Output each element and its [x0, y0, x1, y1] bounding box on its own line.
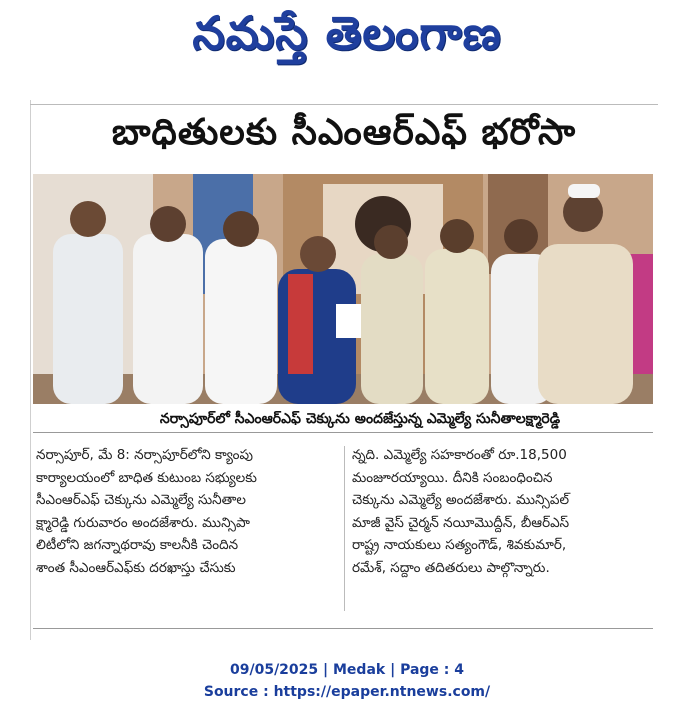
group-photo-illustration [33, 174, 653, 404]
headline-top-rule [30, 104, 658, 105]
body-line: నర్సాపూర్, మే 8: నర్సాపూర్‌లోని క్యాంపు [36, 447, 253, 463]
body-line: లిటీలోని జగన్నాథరావు కాలనీకి చెందిన [36, 537, 239, 553]
photo-caption-text: నర్సాపూర్‌లో సీఎంఆర్ఎఫ్ చెక్కును అందజేస్తున్న ఎమ్మెల్యే సునీతాలక్ష్మారెడ్డి [159, 411, 561, 427]
column-rule-left [30, 100, 31, 640]
masthead [0, 6, 694, 72]
article-bottom-rule [33, 628, 653, 629]
footer-source: Source : https://epaper.ntnews.com/ [203, 684, 491, 700]
article-body-left-column [36, 444, 341, 579]
body-line: చెక్కును ఎమ్మెల్యే అందజేశారు. మున్సిపల్ [352, 492, 570, 508]
body-line: సీఎంఆర్ఎఫ్ చెక్కును ఎమ్మెల్యే సునీతాల [36, 492, 246, 508]
article-photo [33, 174, 653, 404]
body-line: మాజీ వైస్ చైర్మన్ నయీమొద్దీన్, బీఆర్ఎస్ [352, 514, 570, 531]
caption-rule [33, 432, 653, 433]
body-line: మంజూరయ్యాయి. దీనికి సంబంధించిన [352, 469, 553, 486]
footer-dateline: 09/05/2025 | Medak | Page : 4 [229, 662, 465, 678]
photo-caption [80, 408, 640, 430]
body-line: శాంత సీఎంఆర్ఎఫ్‌కు దరఖాస్తు చేసుకు [36, 559, 236, 576]
headline-text: బాధితులకు సీఎంఆర్ఎఫ్ భరోసా [111, 112, 577, 153]
article-headline [30, 112, 658, 162]
body-line: క్ష్మారెడ్డి గురువారం అందజేశారు. మున్సిపా [36, 514, 250, 531]
body-line: కార్యాలయంలో బాధిత కుటుంబ సభ్యులకు [36, 469, 257, 486]
body-line: న్నది. ఎమ్మెల్యే సహకారంతో రూ.18,500 [352, 447, 567, 463]
article-body-right-column [352, 444, 637, 579]
newspaper-title: నమస్తే తెలంగాణ [192, 6, 502, 60]
column-divider [344, 446, 345, 611]
body-line: రమేశ్, సద్దాం తదితరులు పాల్గొన్నారు. [352, 559, 550, 576]
body-line: రాష్ట్ర నాయకులు సత్యంగౌడ్, శివకుమార్, [352, 537, 567, 553]
